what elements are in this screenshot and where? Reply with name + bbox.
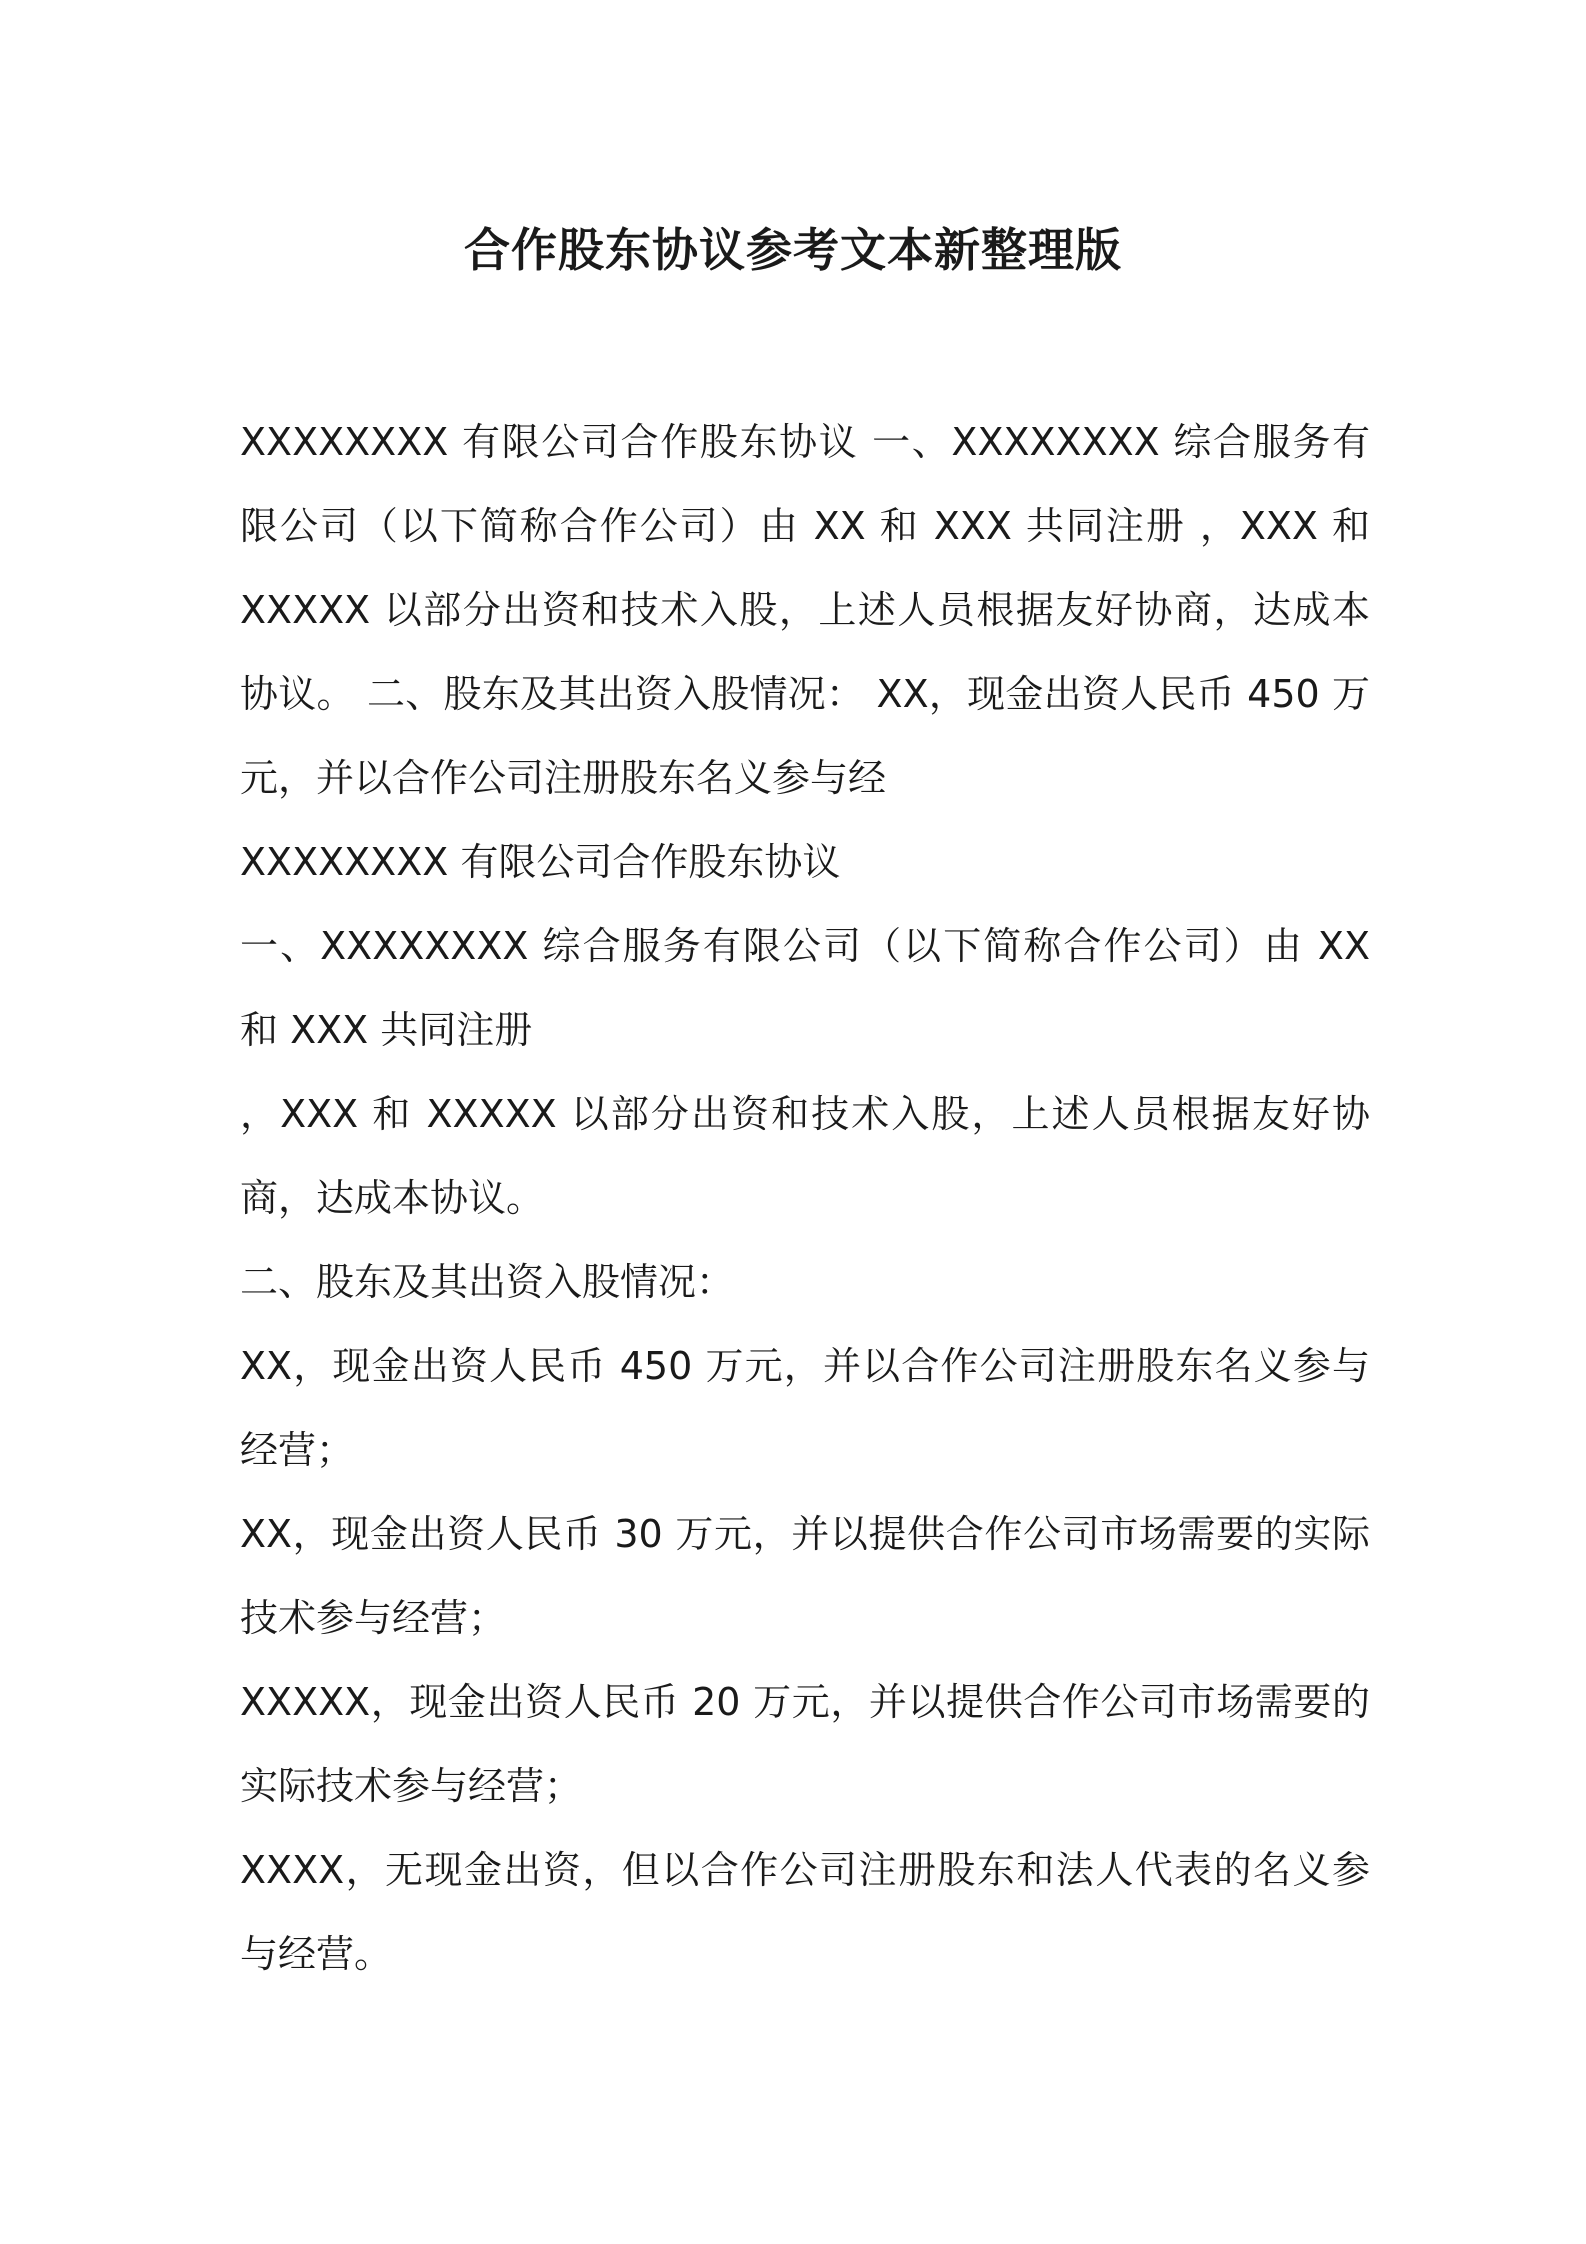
paragraph-clause-one: 一、XXXXXXXX 综合服务有限公司（以下简称合作公司）由 XX 和 XXX 共同注册: [240, 924, 1370, 1052]
paragraph-shareholder-3: XXXXX，现金出资人民币 20 万元，并以提供合作公司市场需要的实际技术参与经营；: [240, 1680, 1370, 1808]
paragraph-clause-two-heading: 二、股东及其出资入股情况：: [240, 1260, 735, 1304]
paragraph-shareholder-4: XXXX，无现金出资，但以合作公司注册股东和法人代表的名义参与经营。: [240, 1848, 1370, 1976]
paragraph-agreement-heading: XXXXXXXX 有限公司合作股东协议: [240, 840, 841, 884]
document-body: [240, 400, 1370, 1996]
paragraph-summary: XXXXXXXX 有限公司合作股东协议 一、XXXXXXXX 综合服务有限公司（以下简称合作公司）由 XX 和 XXX 共同注册 ，XXX 和 XXXXX 以部分出资和技术入股，上述人员根据友好协商，达成本协议。 二、股东及其出资入股情况： XX，现金出资人民币 450 万元，并以合作公司注册股东名义参与经: [240, 420, 1370, 800]
paragraph-shareholder-1: XX，现金出资人民币 450 万元，并以合作公司注册股东名义参与经营；: [240, 1344, 1370, 1472]
document-title: 合作股东协议参考文本新整理版: [464, 223, 1122, 277]
paragraph-clause-one-continued: ，XXX 和 XXXXX 以部分出资和技术入股，上述人员根据友好协商，达成本协议。: [240, 1092, 1370, 1220]
paragraph-shareholder-2: XX，现金出资人民币 30 万元，并以提供合作公司市场需要的实际技术参与经营；: [240, 1512, 1370, 1640]
